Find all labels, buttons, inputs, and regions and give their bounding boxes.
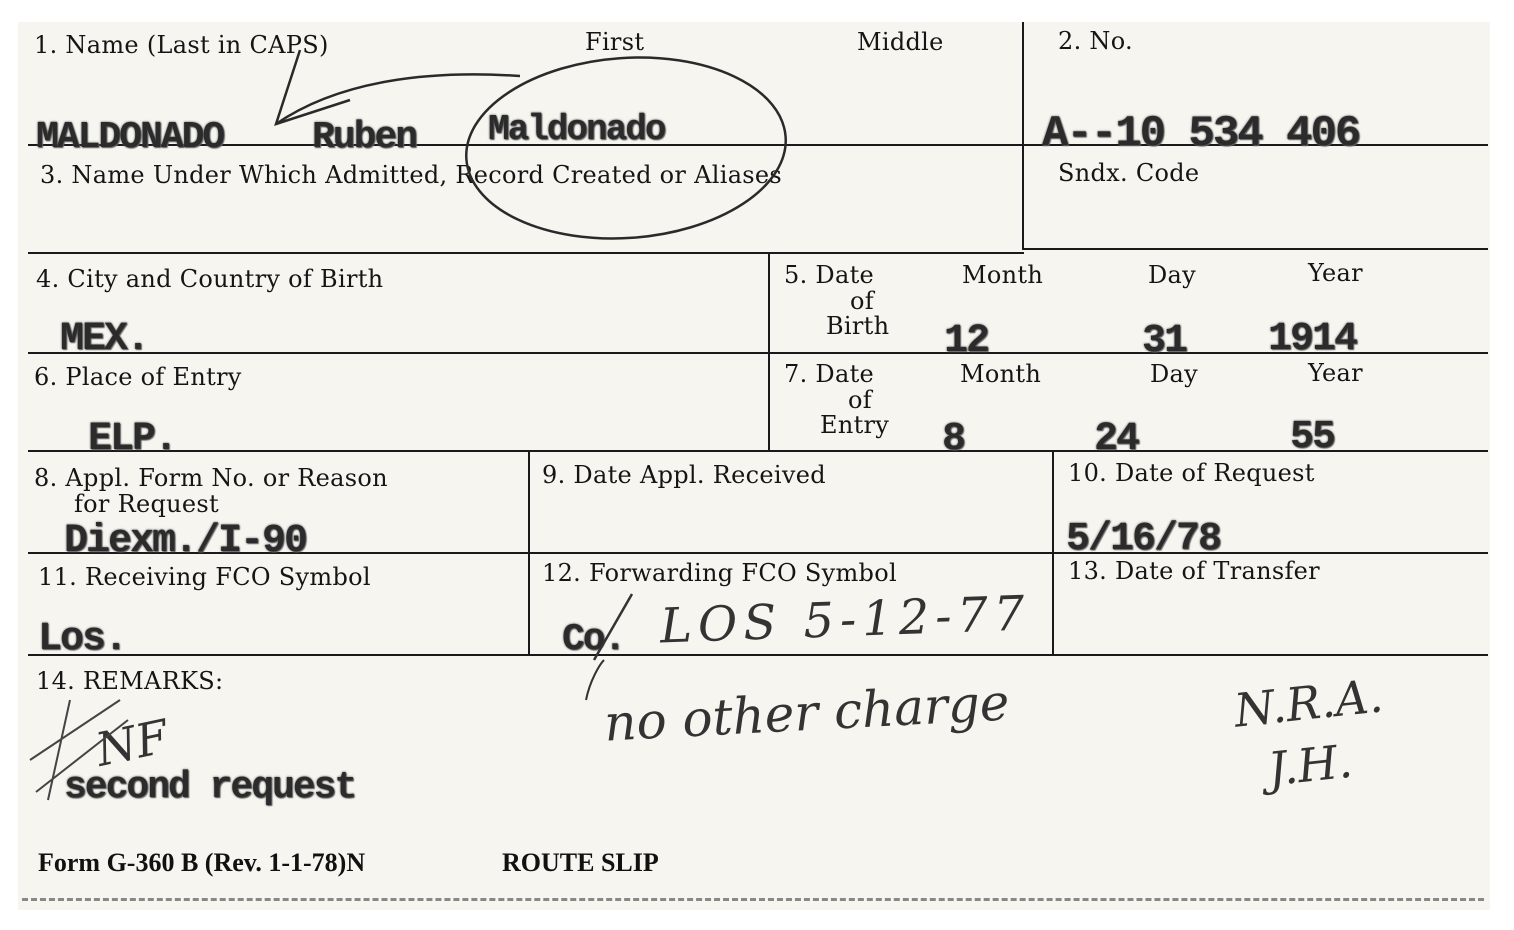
middle-name-value: Maldonado [488, 109, 665, 150]
remarks-initials-jh: J.H. [1265, 733, 1355, 797]
field-1-label: 1. Name (Last in CAPS) [34, 31, 329, 59]
entry-day-label: Day [1150, 360, 1199, 388]
entry-month-value: 8 [942, 417, 965, 462]
field-8-label-2: for Request [74, 490, 219, 518]
forwarding-fco-handwritten: LOS 5-12-77 [659, 585, 1032, 655]
field-5-label-1: 5. Date [784, 261, 875, 289]
route-slip-title: ROUTE SLIP [502, 848, 659, 877]
field-3-label: 3. Name Under Which Admitted, Record Created or Aliases [40, 161, 783, 189]
pen-circle-middle-name [460, 47, 792, 249]
forwarding-fco-typed-value: Co. [562, 618, 625, 661]
request-date-value: 5/16/78 [1066, 517, 1221, 562]
birth-day-value: 31 [1142, 319, 1187, 364]
birth-month-value: 12 [944, 319, 989, 364]
field-7-label-1: 7. Date [784, 360, 875, 388]
perforation-line [22, 898, 1484, 901]
entry-month-label: Month [960, 360, 1042, 388]
pen-arrow-line [276, 74, 520, 124]
sndx-code-label: Sndx. Code [1058, 159, 1200, 187]
field-5-label-2: of [850, 287, 874, 315]
field-1-middle-label: Middle [857, 28, 944, 56]
pen-slash-forwarding [594, 594, 632, 660]
pen-hook-remarks [586, 660, 604, 700]
receiving-fco-value: Los. [38, 617, 127, 662]
field-4-label: 4. City and Country of Birth [36, 265, 384, 293]
remarks-typed-value: second request [64, 766, 356, 809]
form-id-footer: Form G-360 B (Rev. 1-1-78)N [38, 848, 366, 877]
pen-strike-remarks [30, 700, 128, 800]
field-7-label-3: Entry [820, 411, 890, 439]
field-7-label-2: of [848, 386, 872, 414]
remarks-initials-nra: N.R.A. [1231, 668, 1386, 738]
first-name-value: Ruben [312, 116, 417, 159]
pen-arrow-head [276, 50, 350, 124]
field-8-label-1: 8. Appl. Form No. or Reason [34, 464, 388, 492]
birth-day-label: Day [1148, 261, 1197, 289]
field-10-label: 10. Date of Request [1068, 459, 1315, 487]
birth-year-value: 1914 [1268, 317, 1357, 362]
birth-place-value: MEX. [60, 317, 149, 362]
birth-year-label: Year [1308, 259, 1363, 287]
appl-reason-value: Diexm./I-90 [64, 519, 307, 564]
field-6-label: 6. Place of Entry [34, 363, 242, 391]
field-14-label: 14. REMARKS: [36, 667, 224, 695]
field-2-label: 2. No. [1058, 27, 1133, 55]
entry-place-value: ELP. [88, 417, 177, 462]
field-9-label: 9. Date Appl. Received [542, 461, 826, 489]
field-11-label: 11. Receiving FCO Symbol [38, 563, 371, 591]
field-5-label-3: Birth [826, 312, 890, 340]
field-13-label: 13. Date of Transfer [1068, 557, 1320, 585]
birth-month-label: Month [962, 261, 1044, 289]
entry-day-value: 24 [1094, 417, 1139, 462]
remarks-initials-nf: NF [91, 709, 173, 777]
entry-year-label: Year [1308, 359, 1363, 387]
remarks-handwritten-note: no other charge [602, 673, 1011, 753]
alien-number-value: A--10 534 406 [1042, 109, 1360, 159]
entry-year-value: 55 [1290, 415, 1335, 460]
field-1-first-label: First [585, 28, 645, 56]
field-12-label: 12. Forwarding FCO Symbol [542, 559, 897, 587]
last-name-value: MALDONADO [36, 116, 224, 159]
